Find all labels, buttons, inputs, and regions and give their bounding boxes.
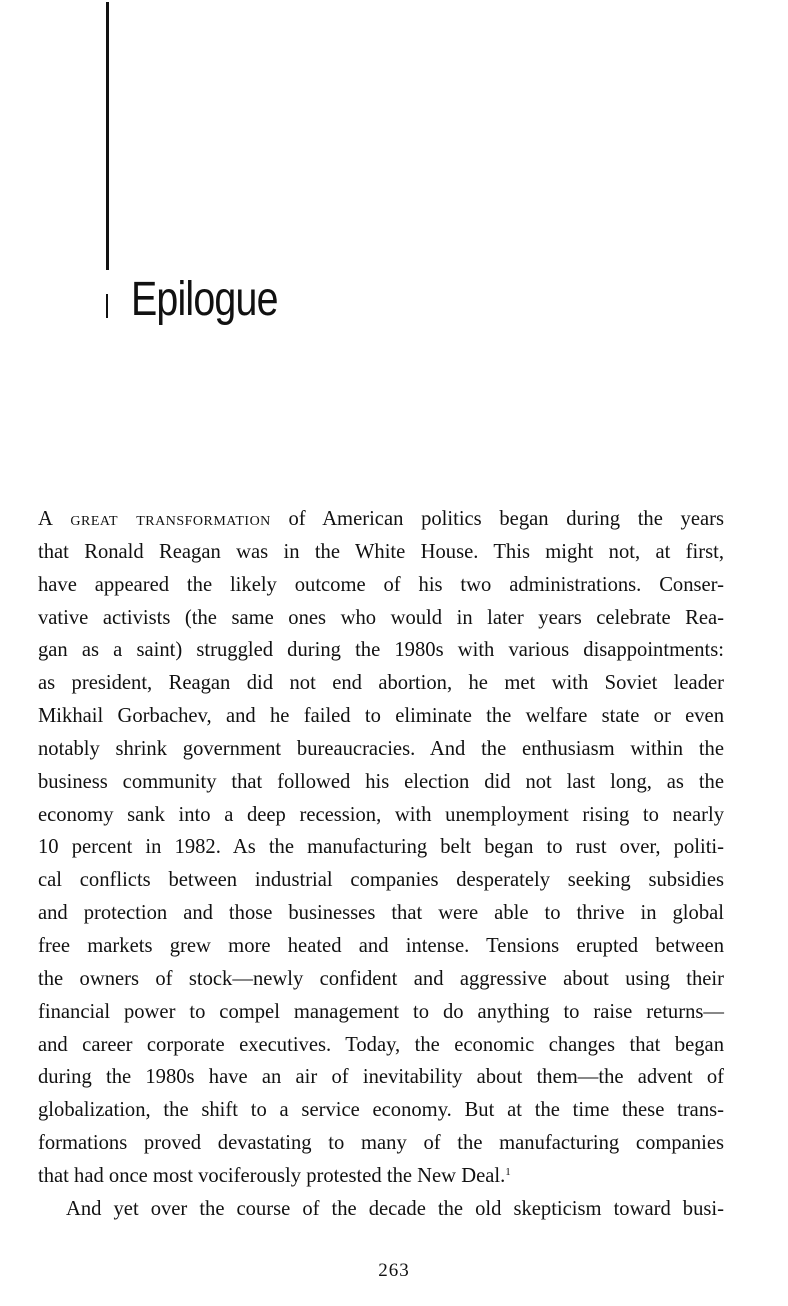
body-line: 10 percent in 1982. As the manufacturing belt began to rust over, politi- [38,836,724,859]
body-line: formations proved devastating to many of the manufacturing companies [38,1132,724,1155]
body-line: the owners of stock—newly confident and aggressive about using their [38,967,724,990]
body-line: Mikhail Gorbachev, and he failed to eliminate the welfare state or even [38,705,724,728]
body-line: vative activists (the same ones who would in later years celebrate Rea- [38,606,724,629]
page-number: 263 [378,1260,410,1281]
body-line: as president, Reagan did not end abortion, he met with Soviet leader [38,672,724,695]
body-line: financial power to compel management to do anything to raise returns— [38,1000,724,1023]
body-line: And yet over the course of the decade the old skepticism toward busi- [66,1197,724,1220]
body-line: economy sank into a deep recession, with unemployment rising to nearly [38,803,724,826]
footnote-marker[interactable]: 1 [505,1165,511,1178]
chapter-title: Epilogue [131,273,278,326]
body-text [38,503,724,1226]
body-line: and career corporate executives. Today, the economic changes that began [38,1033,724,1056]
body-line: A great transformation of American politics began during the years [38,508,724,530]
body-line: globalization, the shift to a service economy. But at the time these trans- [38,1099,724,1122]
body-line: notably shrink government bureaucracies. And the enthusiasm within the [38,737,724,760]
body-line: that had once most vociferously protested the New Deal.$^1$ [38,1164,511,1187]
body-line: cal conflicts between industrial companies desperately seeking subsidies [38,869,724,892]
body-line: during the 1980s have an air of inevitability about them—the advent of [38,1066,724,1089]
lead-in-small-caps: A great transformation [38,508,271,530]
chapter-rule-tick [106,294,108,318]
body-line: that Ronald Reagan was in the White House. This might not, at first, [38,540,724,563]
body-line: gan as a saint) struggled during the 1980s with various disappointments: [38,639,724,662]
chapter-rule [106,2,109,270]
body-line: and protection and those businesses that were able to thrive in global [38,902,724,925]
body-line: business community that followed his election did not last long, as the [38,770,724,793]
body-line: have appeared the likely outcome of his two administrations. Conser- [38,573,724,596]
body-line: free markets grew more heated and intense. Tensions erupted between [38,934,724,957]
